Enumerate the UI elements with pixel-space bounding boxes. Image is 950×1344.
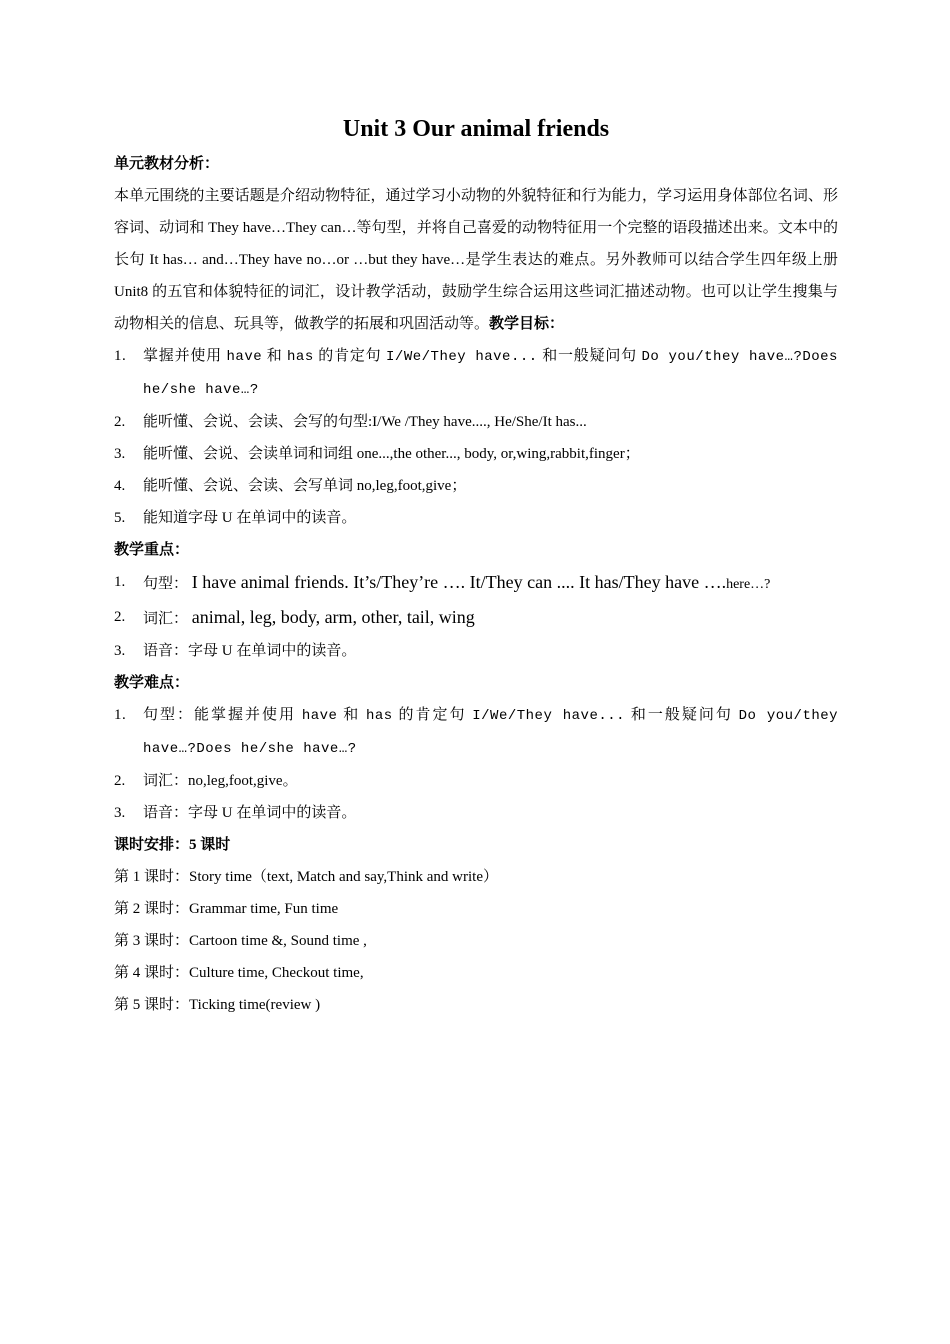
text: here…?: [726, 577, 771, 592]
analysis-text: 本单元围绕的主要话题是介绍动物特征，通过学习小动物的外貌特征和行为能力，学习运用身体部位名词、形容词、动词和 They have…They can…等句型，并将自己喜爱的动物特征用一个完整的语段描述出来。文本中的长句 It has… and…They have no…or …but they have…是学生表达的难点。另外教师可以结合学生四年级上册 Unit8 的五官和体貌特征的词汇，设计教学活动，鼓励学生综合运用这些词汇描述动物。也可以让学生搜集与动物相关的信息、玩具等，做教学的拓展和巩固活动等。: [114, 188, 838, 332]
key-points-list: [114, 566, 838, 667]
item-number: 1.: [114, 574, 126, 590]
label: 第 5 课时：: [114, 997, 190, 1013]
difficult-points-heading: 教学难点：: [114, 675, 190, 691]
objectives-list: [114, 340, 838, 534]
item-number: 3.: [114, 643, 126, 659]
text: 掌握并使用: [143, 348, 222, 364]
text: Culture time, Checkout time,: [189, 965, 364, 981]
objective-item-1: [114, 340, 838, 406]
text: 和一般疑问句: [630, 707, 733, 723]
schedule-heading: 课时安排：5 课时: [114, 837, 231, 853]
text: animal, leg, body, arm, other, tail, wing: [191, 607, 475, 627]
item-number: 5.: [114, 510, 126, 526]
item-number: 1.: [114, 348, 127, 364]
text: I have animal friends. It’s/They’re …. It/They can .... It has/They have ….: [191, 572, 727, 592]
item-number: 4.: [114, 478, 126, 494]
objective-item-2: [114, 406, 838, 438]
schedule-item-1: [114, 861, 838, 893]
item-number: 3.: [114, 446, 126, 462]
text: Story time（text, Match and say,Think and write）: [189, 869, 498, 885]
text: Grammar time, Fun time: [189, 901, 339, 917]
label: 第 1 课时：: [114, 869, 190, 885]
difficult-point-item-3: [114, 797, 838, 829]
text: Do you/they have…?Does he/she have…?: [143, 708, 839, 757]
label: 词汇：: [143, 611, 189, 627]
key-points-heading: 教学重点：: [114, 542, 190, 558]
text: 字母 U 在单词中的读音。: [188, 805, 357, 821]
item-number: 2.: [114, 609, 126, 625]
objective-item-4: [114, 470, 838, 502]
text: 能知道字母 U 在单词中的读音。: [143, 510, 357, 526]
text: I/We/They have...: [386, 349, 538, 365]
text: 的肯定句: [318, 348, 382, 364]
text: 和: [343, 707, 361, 723]
label: 语音：: [143, 805, 189, 821]
text: have: [301, 708, 338, 724]
text: 的肯定句: [398, 707, 467, 723]
objective-item-5: [114, 502, 838, 534]
item-number: 1.: [114, 707, 127, 723]
text: no,leg,foot,give。: [188, 773, 298, 789]
analysis-heading: 单元教材分析：: [114, 156, 220, 172]
text: Ticking time(review ): [189, 997, 321, 1013]
text: 句型：能掌握并使用: [143, 707, 297, 723]
text: 和: [266, 348, 283, 364]
objectives-heading: 教学目标：: [489, 316, 565, 332]
schedule-item-2: [114, 893, 838, 925]
document-content: [114, 112, 838, 1021]
analysis-paragraph: [114, 180, 838, 340]
text: 字母 U 在单词中的读音。: [188, 643, 357, 659]
difficult-point-item-2: [114, 765, 838, 797]
text: have: [226, 349, 263, 365]
schedule-item-3: [114, 925, 838, 957]
difficult-points-list: [114, 699, 838, 829]
text: 和一般疑问句: [542, 348, 637, 364]
label: 语音：: [143, 643, 189, 659]
label: 第 2 课时：: [114, 901, 190, 917]
item-number: 2.: [114, 773, 126, 789]
text: Cartoon time &, Sound time ,: [189, 933, 367, 949]
item-number: 2.: [114, 414, 126, 430]
text: has: [365, 708, 393, 724]
key-point-item-2: [114, 601, 838, 635]
label: 词汇：: [143, 773, 189, 789]
text: has: [287, 349, 314, 365]
text: 能听懂、会说、会读、会写的句型:I/We /They have...., He/She/It has...: [143, 414, 587, 430]
label: 句型：: [143, 576, 189, 592]
item-number: 3.: [114, 805, 126, 821]
label: 第 3 课时：: [114, 933, 190, 949]
objective-item-3: [114, 438, 838, 470]
difficult-point-item-1: [114, 699, 838, 765]
document-title: Unit 3 Our animal friends: [342, 116, 610, 142]
key-point-item-1: [114, 566, 838, 601]
schedule-item-5: [114, 989, 838, 1021]
text: 能听懂、会说、会读、会写单词 no,leg,foot,give；: [143, 478, 467, 494]
text: 能听懂、会说、会读单词和词组 one...,the other..., body, or,wing,rabbit,finger；: [143, 446, 640, 462]
text: Do you/they have…?Does he/she have…?: [143, 349, 838, 398]
label: 第 4 课时：: [114, 965, 190, 981]
schedule-item-4: [114, 957, 838, 989]
text: I/We/They have...: [472, 708, 626, 724]
schedule-list: [114, 861, 838, 1021]
key-point-item-3: [114, 635, 838, 667]
